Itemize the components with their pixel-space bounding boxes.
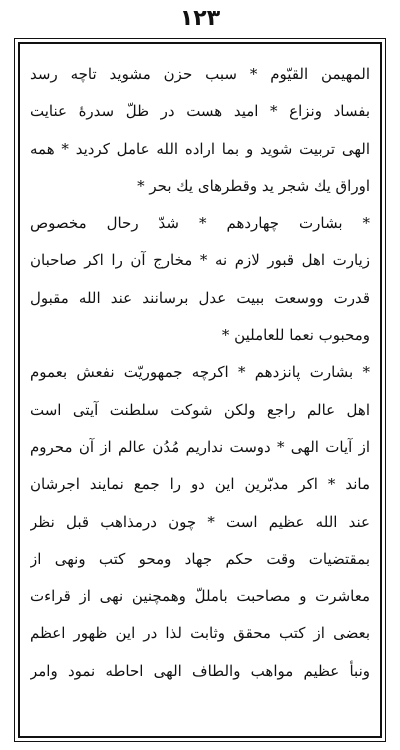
text-line: ومحبوب نعما للعاملين * bbox=[221, 326, 370, 345]
text-line: المهيمن القيّوم * سبب حزن مشويد تاچه رسد bbox=[30, 65, 370, 83]
text-line: معاشرت و مصاحبت بامللّ وهمچنين نهى از قراءت bbox=[30, 587, 370, 606]
text-line: زيارت اهل قبور لازم نه * مخارج آن را اكر صاحبان bbox=[30, 251, 370, 270]
text-line: * بشارت پانزدهم * اكرچه جمهوريّت نفعش بعموم bbox=[30, 363, 370, 382]
text-line: ونبأ عظيم مواهب والطاف الهی احاطه نمود وامر bbox=[30, 661, 370, 680]
text-line: بفساد ونزاع * اميد هست در ظلّ سدرهٔ عنايت bbox=[30, 102, 370, 121]
text-line: الهی تربيت شويد و بما اراده الله عامل كرديد * همه bbox=[30, 139, 370, 158]
text-line: بعضى از كتب محقق وثابت لذا در اين ظهور اعظم bbox=[30, 624, 370, 643]
page-number: ۱۲۳ bbox=[179, 6, 221, 31]
text-line: قدرت ووسعت ببيت عدل برسانند عند الله مقبول bbox=[30, 288, 370, 307]
body-text bbox=[30, 56, 370, 690]
text-line: اوراق يك شجر يد وقطرهای يك بحر * bbox=[137, 176, 370, 195]
text-line: * بشارت چهاردهم * شدّ رحال مخصوص bbox=[30, 214, 370, 233]
page-frame bbox=[14, 38, 386, 742]
text-line: از آيات الهی * دوست نداريم مُدُن عالم از آن محروم bbox=[30, 437, 370, 456]
page-inner-frame bbox=[18, 42, 382, 738]
text-line: اهل عالم راجع ولكن شوكت سلطنت آيتى است bbox=[30, 400, 370, 419]
text-line: عند الله عظيم است * چون درمذاهب قبل نظر bbox=[30, 512, 370, 531]
text-line: ماند * اكر مدبّرين اين دو را جمع نمايند اجرشان bbox=[30, 475, 370, 494]
text-line: بمقتضيات وقت حكم جهاد ومحو كتب ونهى از bbox=[30, 549, 370, 568]
